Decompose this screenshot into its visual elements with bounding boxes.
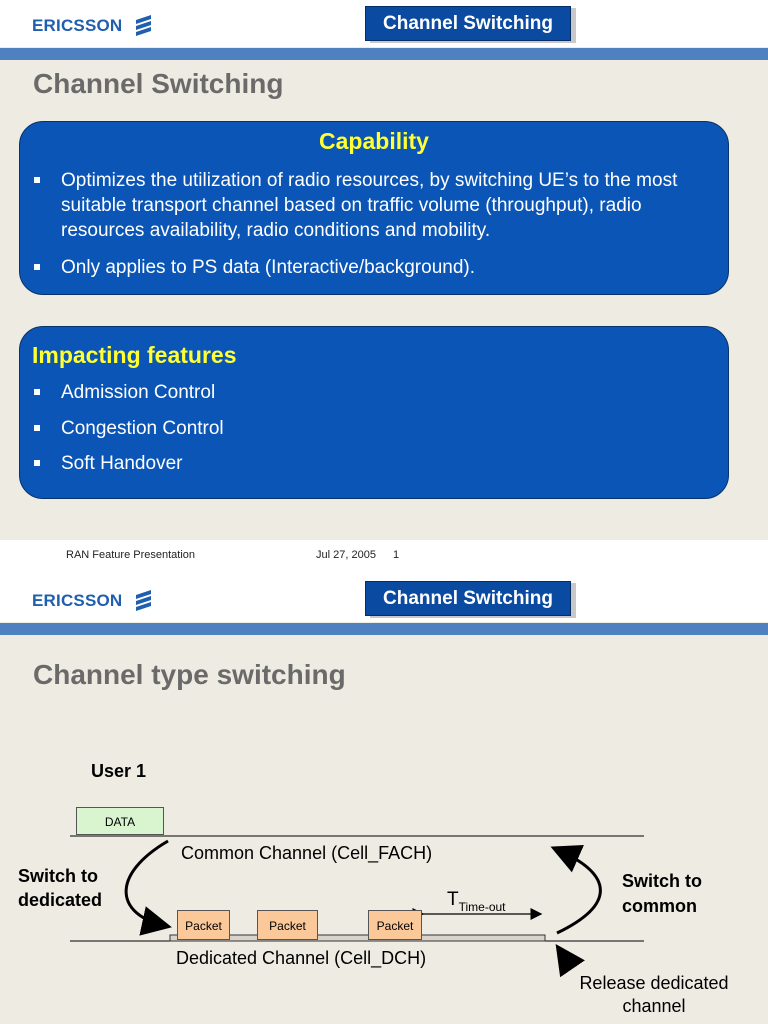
bullet-icon [34, 389, 40, 395]
packet-box: Packet [368, 910, 422, 940]
bullet-icon [34, 264, 40, 270]
timeout-label: $T_{Time-out}$ [447, 889, 506, 914]
ericsson-logo-icon [134, 13, 154, 37]
data-box: DATA [76, 807, 164, 835]
release-arrow [559, 949, 572, 968]
slide-2 [0, 575, 768, 1024]
switch-to-dedicated-arrow [126, 841, 168, 926]
impacting-heading: Impacting features [32, 342, 237, 368]
page-title: Channel Switching [33, 68, 284, 99]
capability-box: Capability Optimizes the utilization of radio resources, by switching UE’s to the most suitable transport channel based on traffic volume (throughput), radio resources availability, radio conditions and mobility. Only applies to PS data (Interactive/background). [19, 121, 729, 295]
footer-presentation-name: RAN Feature Presentation [66, 549, 196, 561]
packet-box: Packet [257, 910, 318, 940]
page-title: Channel type switching [33, 659, 346, 690]
slide-header [0, 0, 768, 47]
header-title-box: Channel Switching [365, 581, 571, 616]
footer-date: Jul 27, 2005 [316, 549, 376, 561]
switch-to-dedicated-label: Switch to dedicated [18, 866, 103, 910]
header-divider-bar [0, 48, 768, 60]
bullet-icon [34, 177, 40, 183]
common-channel-label: Common Channel (Cell_FACH) [181, 843, 433, 863]
bullet-icon [34, 460, 40, 466]
capability-heading: Capability [319, 128, 429, 154]
user-label: User 1 [91, 761, 147, 781]
bullet-icon [34, 425, 40, 431]
switch-to-common-label: Switch to common [622, 871, 702, 916]
release-dedicated-label: Release dedicated channel [579, 973, 729, 1016]
header-title-box: Channel Switching [365, 6, 571, 41]
impacting-features-box: Impacting features Admission Control Congestion Control Soft Handover [19, 326, 729, 499]
packet-box: Packet [177, 910, 230, 940]
footer-page-number: 1 [393, 549, 400, 561]
ericsson-logo: ERICSSON [32, 16, 122, 36]
ericsson-logo: ERICSSON [32, 591, 122, 611]
dedicated-channel-label: Dedicated Channel (Cell_DCH) [176, 948, 427, 968]
switch-to-common-arrow [556, 849, 600, 933]
